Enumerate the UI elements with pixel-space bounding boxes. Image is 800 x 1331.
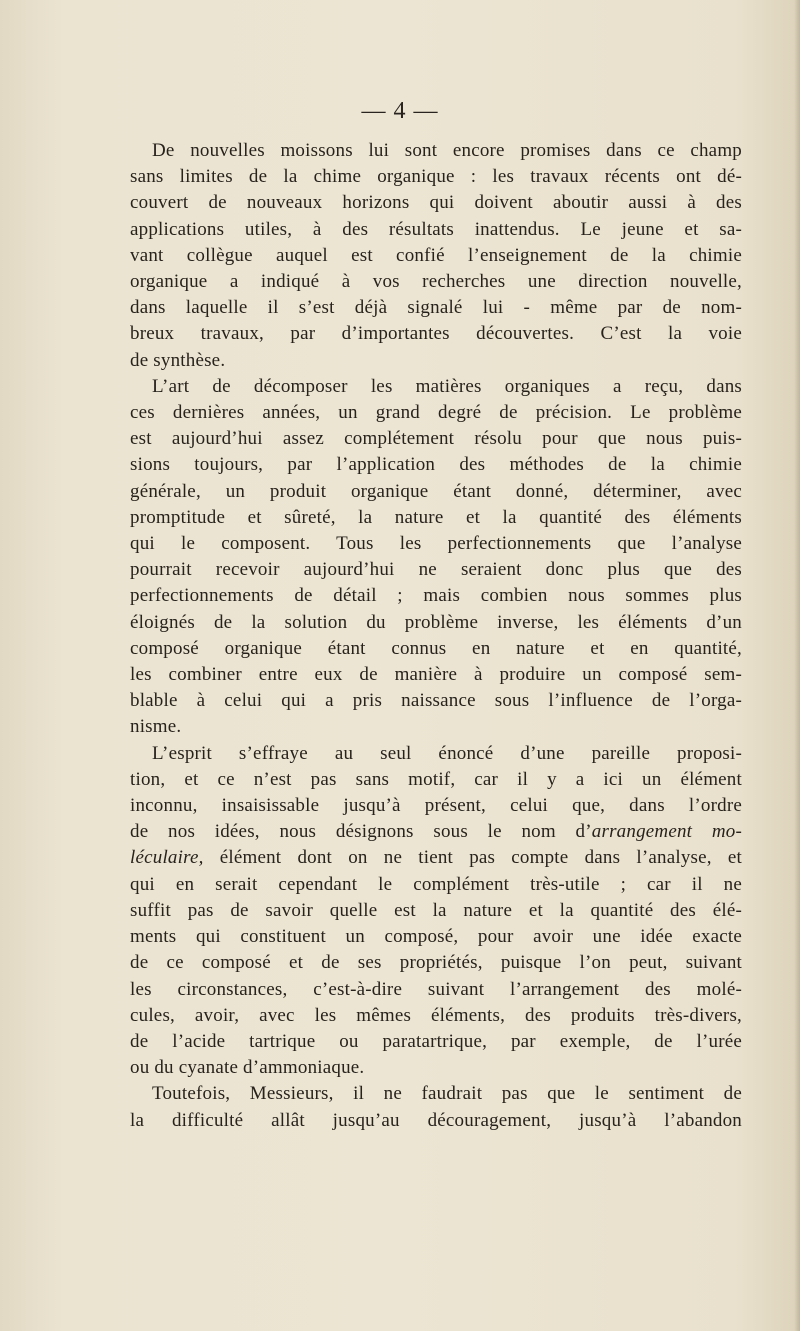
text-line: dans laquelle il s’est déjà signalé lui - même par de nom- <box>130 297 742 319</box>
text-line: organique a indiqué à vos recherches une direction nouvelle, <box>130 271 742 293</box>
text-line: les combiner entre eux de manière à produire un composé sem- <box>130 664 742 686</box>
paragraph-2 <box>130 374 742 741</box>
text-line: est aujourd’hui assez complétement résolu pour que nous puis- <box>130 428 742 450</box>
text-line: De nouvelles moissons lui sont encore promises dans ce champ <box>152 140 742 161</box>
text-line: sans limites de la chime organique : les travaux récents ont dé- <box>130 166 742 188</box>
italic-term: léculaire, <box>130 847 204 869</box>
text-line: blable à celui qui a pris naissance sous l’influence de l’orga- <box>130 690 742 712</box>
text-line: la difficulté allât jusqu’au découragement, jusqu’à l’abandon <box>130 1109 742 1131</box>
text-line: cules, avoir, avec les mêmes éléments, des produits très-divers, <box>130 1004 742 1026</box>
text-line: perfectionnements de détail ; mais combien nous sommes plus <box>130 585 742 607</box>
text-line: inconnu, insaisissable jusqu’à présent, celui que, dans l’ordre <box>130 795 742 817</box>
text-line: nisme. <box>130 716 182 738</box>
text-line: éloignés de la solution du problème inverse, les éléments d’un <box>130 611 742 633</box>
text-line: de synthèse. <box>130 349 226 371</box>
text-line: pourrait recevoir aujourd’hui ne seraient donc plus que des <box>130 559 742 581</box>
text-line: Toutefois, Messieurs, il ne faudrait pas que le sentiment de <box>152 1083 742 1105</box>
text-line: ou du cyanate d’ammoniaque. <box>130 1057 365 1079</box>
text-line: sions toujours, par l’application des méthodes de la chimie <box>130 454 742 476</box>
text-line: promptitude et sûreté, la nature et la quantité des éléments <box>130 506 742 528</box>
text-line: suffit pas de savoir quelle est la nature et la quantité des élé- <box>130 899 742 921</box>
paragraph-1 <box>130 138 742 374</box>
text-line: qui en serait cependant le complément très-utile ; car il ne <box>130 873 742 895</box>
text-line: ces dernières années, un grand degré de précision. Le problème <box>130 402 742 424</box>
body-text <box>130 138 742 1134</box>
page-edge-shadow <box>794 0 800 1331</box>
text-fragment: élément dont on ne tient pas compte dans l’analyse, et <box>203 847 742 869</box>
text-line: applications utiles, à des résultats inattendus. Le jeune et sa- <box>130 218 742 240</box>
text-line: L’esprit s’effraye au seul énoncé d’une pareille proposi- <box>152 742 742 764</box>
text-line: de l’acide tartrique ou paratartrique, par exemple, de l’urée <box>130 1030 742 1052</box>
text-line: qui le composent. Tous les perfectionnements que l’analyse <box>130 533 742 555</box>
text-line: L’art de décomposer les matières organiques a reçu, dans <box>152 375 742 397</box>
text-line: ments qui constituent un composé, pour avoir une idée exacte <box>130 926 742 948</box>
text-fragment: de nos idées, nous désignons sous le nom d’ <box>130 821 592 843</box>
page-number: — 4 — <box>361 98 439 124</box>
text-line: couvert de nouveaux horizons qui doivent aboutir aussi à des <box>130 192 742 214</box>
text-line: de ce composé et de ses propriétés, puisque l’on peut, suivant <box>130 952 742 974</box>
italic-term: arrangement mo- <box>591 821 743 843</box>
text-line: composé organique étant connus en nature et en quantité, <box>130 637 742 659</box>
paragraph-3 <box>130 741 742 1082</box>
text-line: générale, un produit organique étant donné, déterminer, avec <box>130 480 742 502</box>
text-line-with-italic <box>130 819 742 845</box>
text-line: breux travaux, par d’importantes découvertes. C’est la voie <box>130 323 742 345</box>
text-line: tion, et ce n’est pas sans motif, car il y a ici un élément <box>130 768 742 790</box>
text-line: les circonstances, c’est-à-dire suivant l’arrangement des molé- <box>130 978 742 1000</box>
text-line: vant collègue auquel est confié l’enseignement de la chimie <box>130 244 742 266</box>
paragraph-4 <box>130 1081 742 1133</box>
text-line-with-italic <box>130 845 742 871</box>
